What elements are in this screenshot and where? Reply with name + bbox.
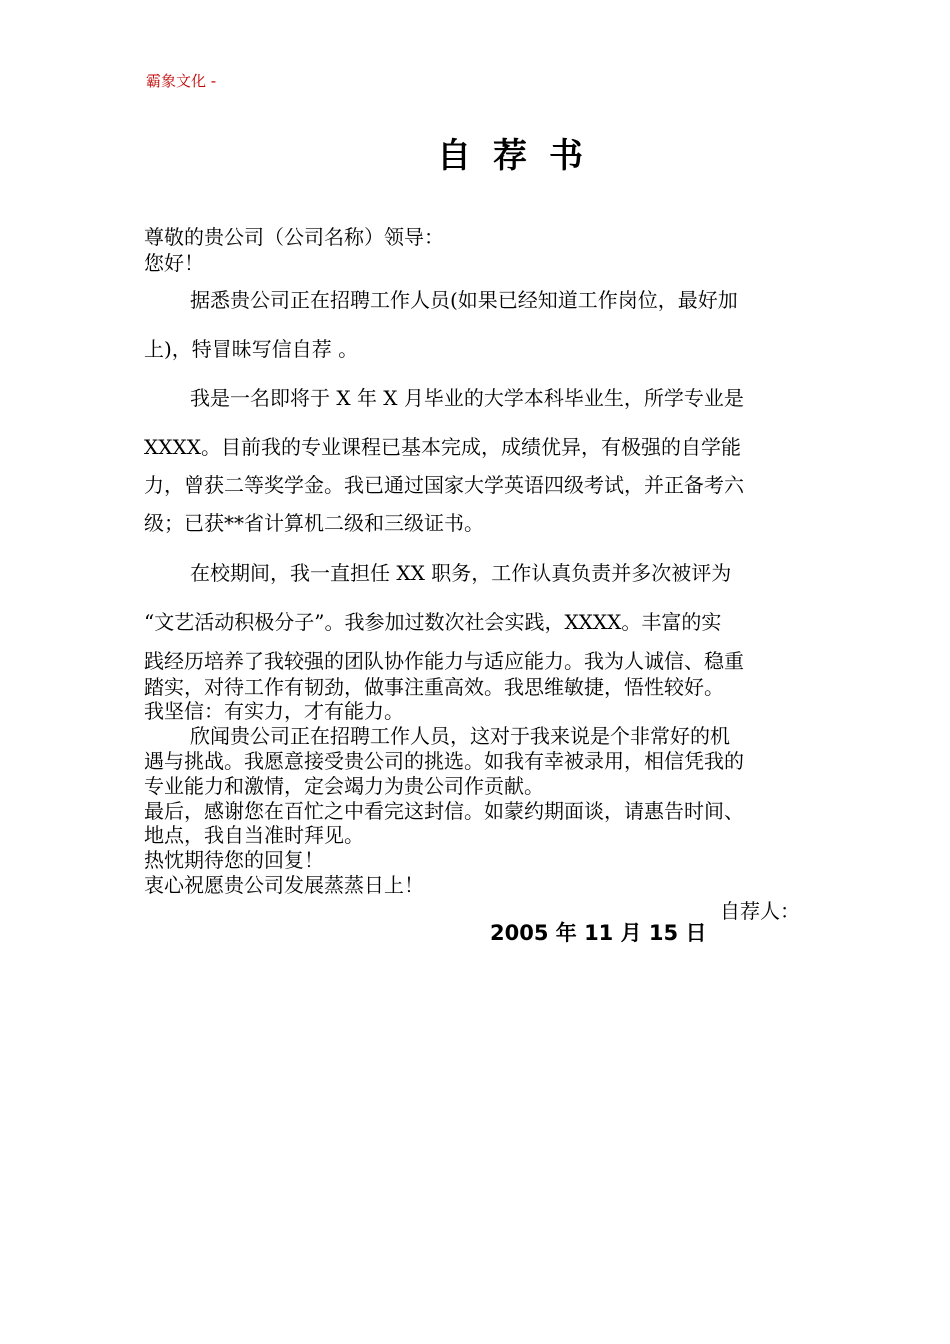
paragraph-3-line-4: 踏实，对待工作有韧劲，做事注重高效。我思维敏捷，悟性较好。 <box>144 675 724 699</box>
paragraph-2-line-1: 我是一名即将于 X 年 X 月毕业的大学本科毕业生，所学专业是 <box>190 386 744 410</box>
paragraph-5-line-1: 最后，感谢您在百忙之中看完这封信。如蒙约期面谈，请惠告时间、 <box>144 799 744 823</box>
paragraph-4-line-3: 专业能力和激情，定会竭力为贵公司作贡献。 <box>144 774 544 798</box>
paragraph-5-line-2: 地点，我自当准时拜见。 <box>144 823 364 847</box>
paragraph-1-line-2: 上)，特冒昧写信自荐 。 <box>144 337 359 361</box>
paragraph-3-line-3: 践经历培养了我较强的团队协作能力与适应能力。我为人诚信、稳重 <box>144 649 744 673</box>
paragraph-4-line-1: 欣闻贵公司正在招聘工作人员，这对于我来说是个非常好的机 <box>190 724 730 748</box>
closing-line-1: 热忱期待您的回复！ <box>144 848 324 872</box>
paragraph-3-line-1: 在校期间，我一直担任 XX 职务，工作认真负责并多次被评为 <box>190 561 732 585</box>
paragraph-2-line-3: 力，曾获二等奖学金。我已通过国家大学英语四级考试，并正备考六 <box>144 473 744 497</box>
greeting: 您好！ <box>144 251 204 275</box>
paragraph-2-line-4: 级；已获**省计算机二级和三级证书。 <box>144 511 484 535</box>
letter-date: 2005 年 11 月 15 日 <box>490 921 707 945</box>
paragraph-2-line-2: XXXX。目前我的专业课程已基本完成，成绩优异，有极强的自学能 <box>144 435 741 459</box>
paragraph-3-line-2: “文艺活动积极分子”。我参加过数次社会实践，XXXX。丰富的实 <box>144 610 722 634</box>
closing-line-2: 衷心祝愿贵公司发展蒸蒸日上！ <box>144 873 424 897</box>
salutation: 尊敬的贵公司（公司名称）领导： <box>144 225 444 249</box>
paragraph-1-line-1: 据悉贵公司正在招聘工作人员(如果已经知道工作岗位，最好加 <box>190 288 738 312</box>
paragraph-4-line-2: 遇与挑战。我愿意接受贵公司的挑选。如我有幸被录用，相信凭我的 <box>144 749 744 773</box>
signature-label: 自荐人： <box>720 899 800 923</box>
paragraph-3-line-5: 我坚信：有实力，才有能力。 <box>144 699 404 723</box>
page-title: 自荐书 <box>437 136 605 176</box>
header-watermark: 霸象文化 - <box>146 72 217 90</box>
